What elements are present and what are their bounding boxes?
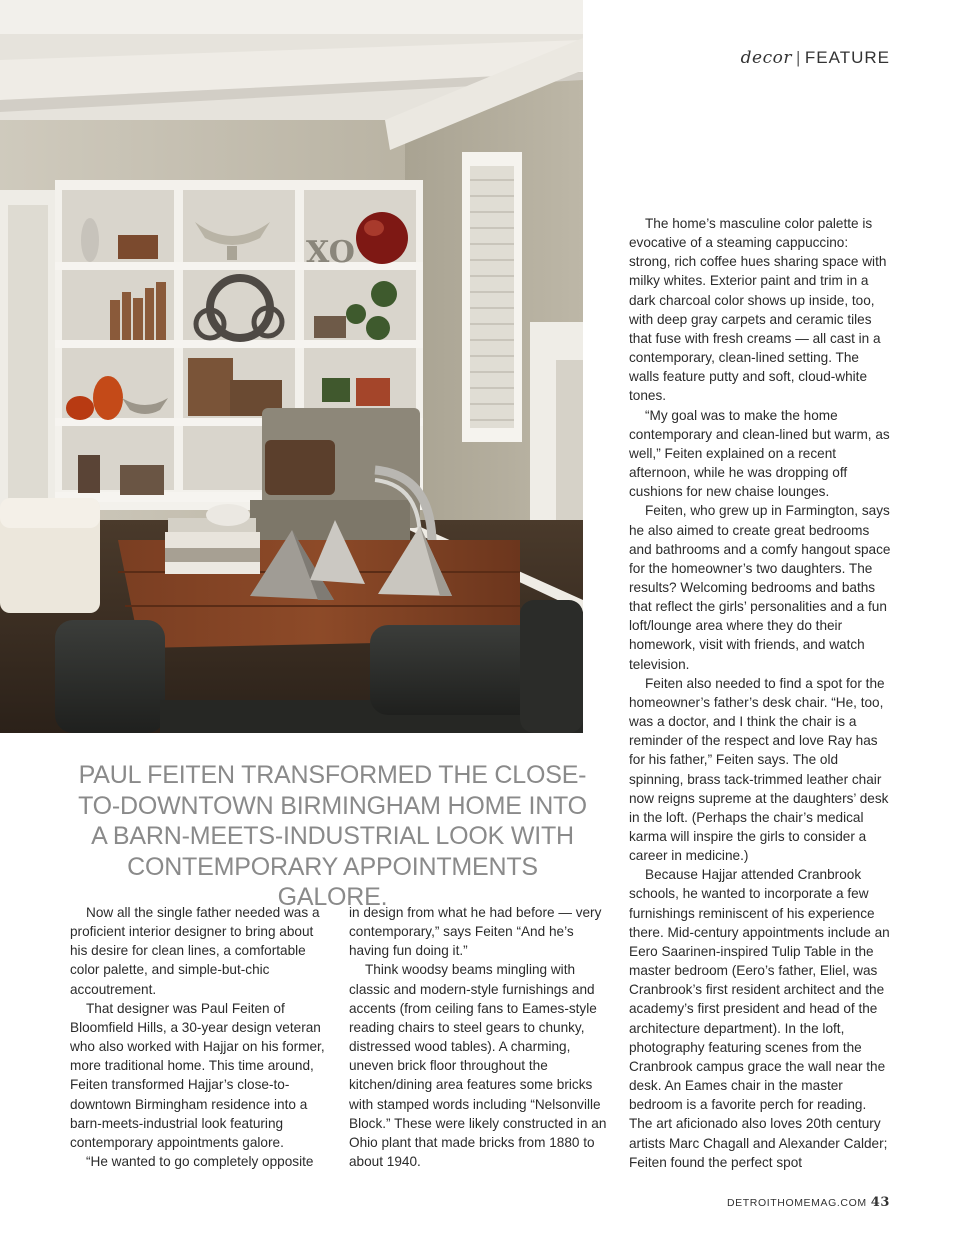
body-column-2 bbox=[349, 903, 611, 1171]
body-column-3 bbox=[629, 214, 891, 1172]
body-column-1 bbox=[70, 903, 332, 1171]
paragraph: The home’s masculine color palette is evocative of a steaming cappuccino: strong, rich coffee hues sharing space with milky whites. Exterior paint and trim in a dark charcoal color shows up inside, too, with deep gray carpets and ceramic tiles that fuse with fresh creams — all cast in a contemporary, clean-lined setting. The walls feature putty and soft, cloud-white tones. bbox=[629, 216, 887, 404]
section-header bbox=[741, 48, 890, 68]
paragraph: Feiten, who grew up in Farmington, says he also aimed to create great bedrooms and bathrooms and a comfy hangout space for the homeowner’s two daughters. The results? Welcoming bedrooms and baths that reflect the girls’ personalities and a fun loft/lounge area where they do their homework, visit with friends, and watch television. bbox=[629, 503, 891, 672]
paragraph: Because Hajjar attended Cranbrook schools, he wanted to incorporate a few furnishings reminiscent of his experience there. Mid-century appointments include an Eero Saarinen-inspired Tulip Table in the master bedroom (Eero’s father, Eliel, was Cranbrook’s first resident architect and the academy’s first president and head of the architecture department). In the loft, photography featuring scenes from the Cranbrook campus grace the wall near the desk. An Eames chair in the master bedroom is a favorite perch for reading. The art aficionado also loves 20th century artists Marc Chagall and Alexander Calder; Feiten found the perfect spot bbox=[629, 867, 890, 1170]
photo-xo-letters: XO bbox=[306, 235, 355, 270]
paragraph: “My goal was to make the home contemporary and clean-lined but warm, as well,” Feiten explained on a recent afternoon, while he was dropping off cushions for new chaise lounges. bbox=[629, 407, 890, 500]
section-kicker: decor bbox=[740, 48, 792, 68]
site-url: DETROITHOMEMAG.COM bbox=[726, 1197, 867, 1209]
section-label: FEATURE bbox=[804, 48, 890, 67]
paragraph: “He wanted to go completely opposite bbox=[86, 1154, 314, 1170]
paragraph: Now all the single father needed was a proficient interior designer to bring about his desire for clean lines, a comfortable color palette, and simple-but-chic accoutrement. bbox=[70, 905, 320, 997]
paragraph: Think woodsy beams mingling with classic and modern-style furnishings and accents (from ceiling fans to Eames-style reading chairs to steel gears to chunky, distressed wood tables). A charming, uneven brick floor throughout the kitchen/dining area features some bricks with stamped words including “Nelsonville Block.” These were likely constructed in an Ohio plant that made bricks from 1880 to about 1940. bbox=[349, 962, 607, 1170]
paragraph: in design from what he had before — very contemporary,” says Feiten “And he’s having fun doing it.” bbox=[349, 905, 602, 959]
page-footer bbox=[727, 1195, 890, 1210]
page-number: 43 bbox=[870, 1195, 890, 1210]
pull-quote: PAUL FEITEN TRANSFORMED THE CLOSE-TO-DOWNTOWN BIRMINGHAM HOME INTO A BARN-MEETS-INDUSTRIAL LOOK WITH CONTEMPORARY APPOINTMENTS GALORE. bbox=[78, 761, 587, 911]
paragraph: Feiten also needed to find a spot for the homeowner’s father’s desk chair. “He, too, was a doctor, and I think the chair is a reminder of the respect and love Ray has for his father,” Feiten says. The old spinning, brass tack-trimmed leather chair now reigns supreme at the daughters’ desk in the loft. (Perhaps the chair’s medical karma will inspire the girls to consider a career in medicine.) bbox=[629, 675, 889, 864]
living-room-photo bbox=[0, 0, 583, 733]
paragraph: That designer was Paul Feiten of Bloomfield Hills, a 30-year design veteran who also worked with Hajjar on his former, more traditional home. This time around, Feiten transformed Hajjar’s close-to-downtown Birmingham residence into a barn-meets-industrial look featuring contemporary appointments galore. bbox=[70, 1000, 325, 1150]
section-separator: | bbox=[796, 48, 801, 67]
